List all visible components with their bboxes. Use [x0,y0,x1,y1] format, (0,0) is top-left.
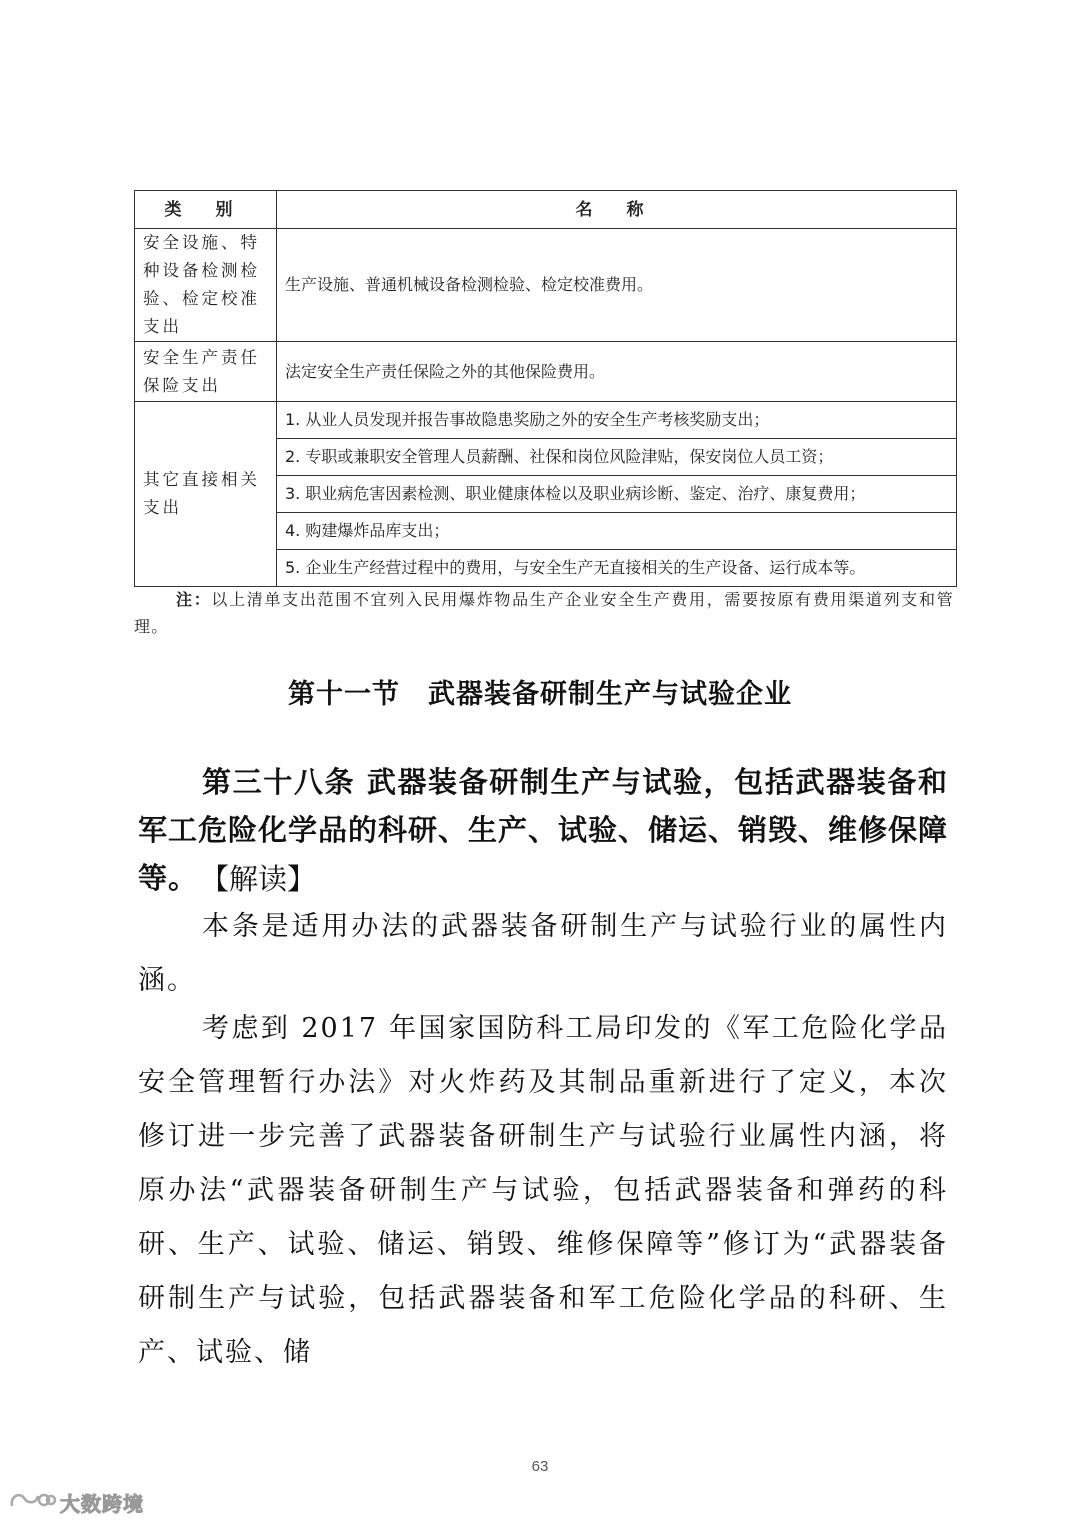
paragraph: 考虑到 2017 年国家国防科工局印发的《军工危险化学品安全管理暂行办法》对火炸药及其制品重新进行了定义，本次修订进一步完善了武器装备研制生产与试验行业属性内涵，将原办法“武器装备研制生产与试验，包括武器装备和弹药的科研、生产、试验、储运、销毁、维修保障等”修订为“武器装备研制生产与试验，包括武器装备和军工危险化学品的科研、生产、试验、储 [138,1013,948,1368]
table-row [135,402,957,439]
note-text: 以上清单支出范围不宜列入民用爆炸物品生产企业安全生产费用，需要按原有费用渠道列支和管理。 [134,590,954,636]
paragraph: 本条是适用办法的武器装备研制生产与试验行业的属性内涵。 [138,911,948,996]
header-category: 类 别 [135,191,277,229]
row-name: 法定安全生产责任保险之外的其他保险费用。 [277,342,957,402]
table-header-row [135,191,957,229]
expense-table [134,190,957,587]
page-number: 63 [531,1458,549,1475]
row-category: 安全设施、特种设备检测检验、检定校准支出 [135,229,277,342]
row-item: 5. 企业生产经营过程中的费用，与安全生产无直接相关的生产设备、运行成本等。 [277,550,957,587]
table-row [135,229,957,342]
row-name: 生产设施、普通机械设备检测检验、检定校准费用。 [277,229,957,342]
logo-icon [8,1488,56,1516]
row-category: 安全生产责任保险支出 [135,342,277,402]
article-text: 第三十八条 武器装备研制生产与试验，包括武器装备和军工危险化学品的科研、生产、试验、储运、销毁、维修保障等。 [138,765,949,895]
header-name: 名 称 [277,191,957,229]
row-item: 3. 职业病危害因素检测、职业健康体检以及职业病诊断、鉴定、治疗、康复费用； [277,476,957,513]
section-title: 第十一节 武器装备研制生产与试验企业 [288,679,792,710]
table-row [135,342,957,402]
watermark [8,1487,144,1517]
note-label: 注： [176,590,212,609]
row-item: 4. 购建爆炸品库支出； [277,513,957,550]
table-note [134,586,954,640]
row-item: 1. 从业人员发现并报告事故隐患奖励之外的安全生产考核奖励支出； [277,402,957,439]
row-category: 其它直接相关支出 [135,402,277,587]
watermark-text: 大数跨境 [60,1491,144,1516]
interpretation-label: 【解读】 [200,862,317,896]
row-item: 2. 专职或兼职安全管理人员薪酬、社保和岗位风险津贴，保安岗位人员工资； [277,439,957,476]
